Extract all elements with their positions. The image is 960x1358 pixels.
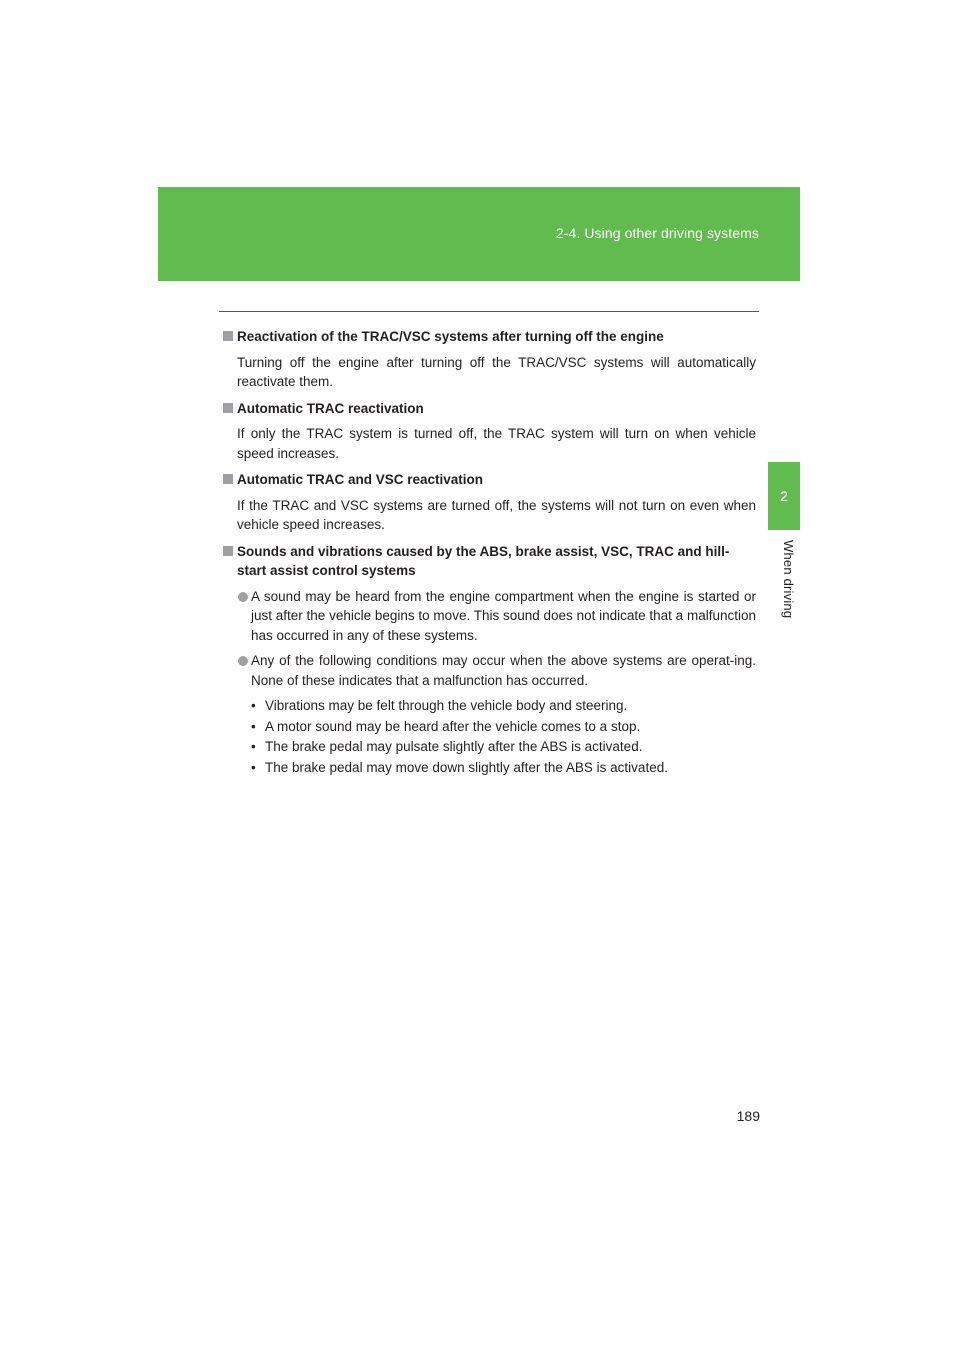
square-icon <box>223 546 233 556</box>
section-heading-text: Automatic TRAC and VSC reactivation <box>237 472 484 487</box>
list-item <box>223 758 756 779</box>
chapter-tab <box>768 462 800 530</box>
list-item <box>223 717 756 738</box>
section-heading <box>223 399 756 419</box>
section-heading-text: Reactivation of the TRAC/VSC systems after turning off the engine <box>237 329 664 344</box>
list-item <box>223 696 756 717</box>
section-automatic-trac-vsc-reactivation <box>223 470 756 535</box>
condition-list <box>223 696 756 778</box>
section-heading <box>223 327 756 347</box>
section-heading-text: Automatic TRAC reactivation <box>237 400 424 416</box>
section-trac-vsc-reactivation <box>223 327 756 392</box>
dot-marker: • <box>251 718 256 734</box>
dot-marker: • <box>251 739 256 754</box>
section-paragraph: If the TRAC and VSC systems are turned off, the systems will not turn on even when vehicle speed increases. <box>237 497 756 532</box>
chapter-number: 2 <box>780 488 788 504</box>
section-heading-text: Sounds and vibrations caused by the ABS, brake assist, VSC, TRAC and hill-start assist control systems <box>237 543 730 578</box>
square-icon <box>223 331 233 341</box>
section-title: 2-4. Using other driving systems <box>555 225 759 241</box>
section-heading <box>223 470 756 490</box>
square-icon <box>223 403 233 413</box>
page-number: 189 <box>736 1108 760 1124</box>
section-automatic-trac-reactivation <box>223 399 756 464</box>
bullet-item <box>223 651 756 690</box>
section-header-band <box>158 187 800 281</box>
circle-bullet-icon <box>238 592 248 602</box>
dot-marker: • <box>251 759 256 775</box>
list-item <box>223 737 756 758</box>
section-sounds-and-vibrations <box>223 542 756 779</box>
list-item-text: The brake pedal may pulsate slightly after the ABS is activated. <box>265 739 643 754</box>
bullet-text: Any of the following conditions may occur when the above systems are operat-ing. None of these indicates that a malfunction has occurred. <box>251 653 756 688</box>
section-heading <box>223 542 756 581</box>
list-item-text: A motor sound may be heard after the vehicle comes to a stop. <box>265 718 641 734</box>
square-icon <box>223 474 233 484</box>
circle-bullet-icon <box>238 656 248 666</box>
list-item-text: Vibrations may be felt through the vehicle body and steering. <box>265 698 628 713</box>
list-item-text: The brake pedal may move down slightly after the ABS is activated. <box>265 759 668 775</box>
bullet-item <box>223 587 756 646</box>
divider-rule <box>219 311 759 312</box>
section-paragraph: Turning off the engine after turning off the TRAC/VSC systems will automatically reactivate them. <box>237 354 756 389</box>
page-content <box>223 327 756 785</box>
section-paragraph: If only the TRAC system is turned off, the TRAC system will turn on when vehicle speed increases. <box>237 426 756 461</box>
chapter-label: When driving <box>781 540 796 619</box>
bullet-text: A sound may be heard from the engine compartment when the engine is started or just after the vehicle begins to move. This sound does not indicate that a malfunction has occurred in any of these systems. <box>251 588 756 643</box>
dot-marker: • <box>251 698 256 713</box>
